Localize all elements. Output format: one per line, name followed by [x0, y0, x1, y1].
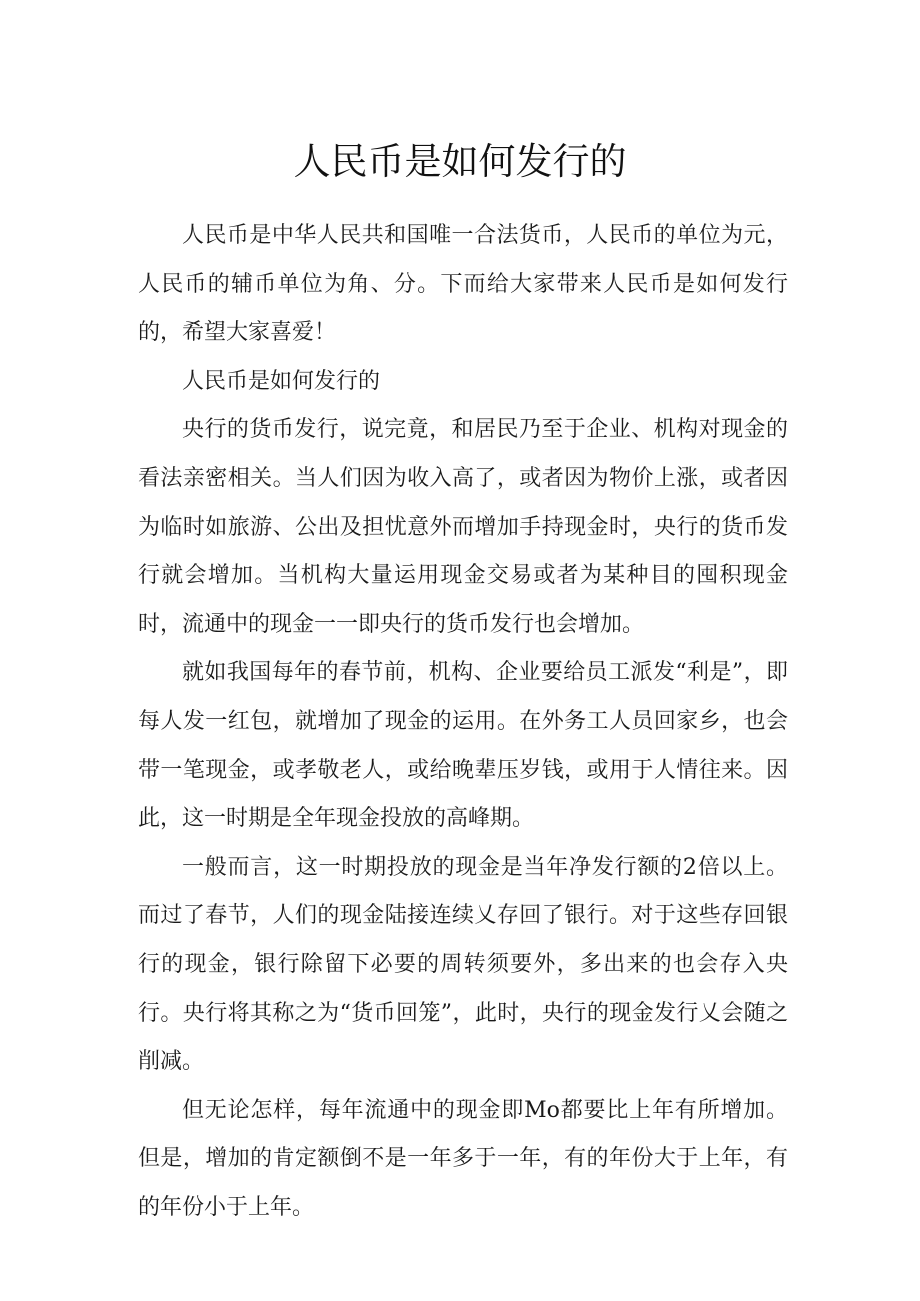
paragraph-cash-return: 一般而言，这一时期投放的现金是当年净发行额的2倍以上。而过了春节，人们的现金陆接连续乂存回了银行。对于这些存回银行的现金，银行除留下必要的周转须要外，多出来的也会存入央行。央行将其称之为“货币回笼”，此时，央行的现金发行乂会随之削减。	[138, 854, 788, 1075]
document-body	[138, 212, 788, 1232]
paragraph-intro: 人民币是中华人民共和国唯一合法货币，人民币的单位为元，人民币的辅币单位为角、分。下而给大家带来人民币是如何发行的，希望大家喜爱！	[138, 223, 788, 346]
document-title: 人民币是如何发行的	[293, 140, 627, 183]
paragraph-central-bank: 央行的货币发行，说完竟，和居民乃至于企业、机构对现金的看法亲密相关。当人们因为收入高了，或者因为物价上涨，或者因为临时如旅游、公出及担忧意外而增加手持现金时，央行的货币发行就会增加。当机构大量运用现金交易或者为某种目的囤积现金时，流通中的现金一一即央行的货币发行也会增加。	[138, 417, 788, 637]
paragraph-subheading: 人民币是如何发行的	[182, 368, 381, 394]
paragraph-annual-increase: 但无论怎样，每年流通中的现金即Mo都要比上年有所增加。但是，增加的肯定额倒不是一年多于一年，有的年份大于上年，有的年份小于上年。	[138, 1097, 788, 1220]
paragraph-spring-festival: 就如我国每年的春节前，机构、企业要给员工派发“利是”，即每人发一红包，就增加了现金的运用。在外务工人员回家乡，也会带一笔现金，或孝敬老人，或给晚辈压岁钱，或用于人情往来。因此，这一时期是全年现金投放的高峰期。	[138, 660, 788, 832]
